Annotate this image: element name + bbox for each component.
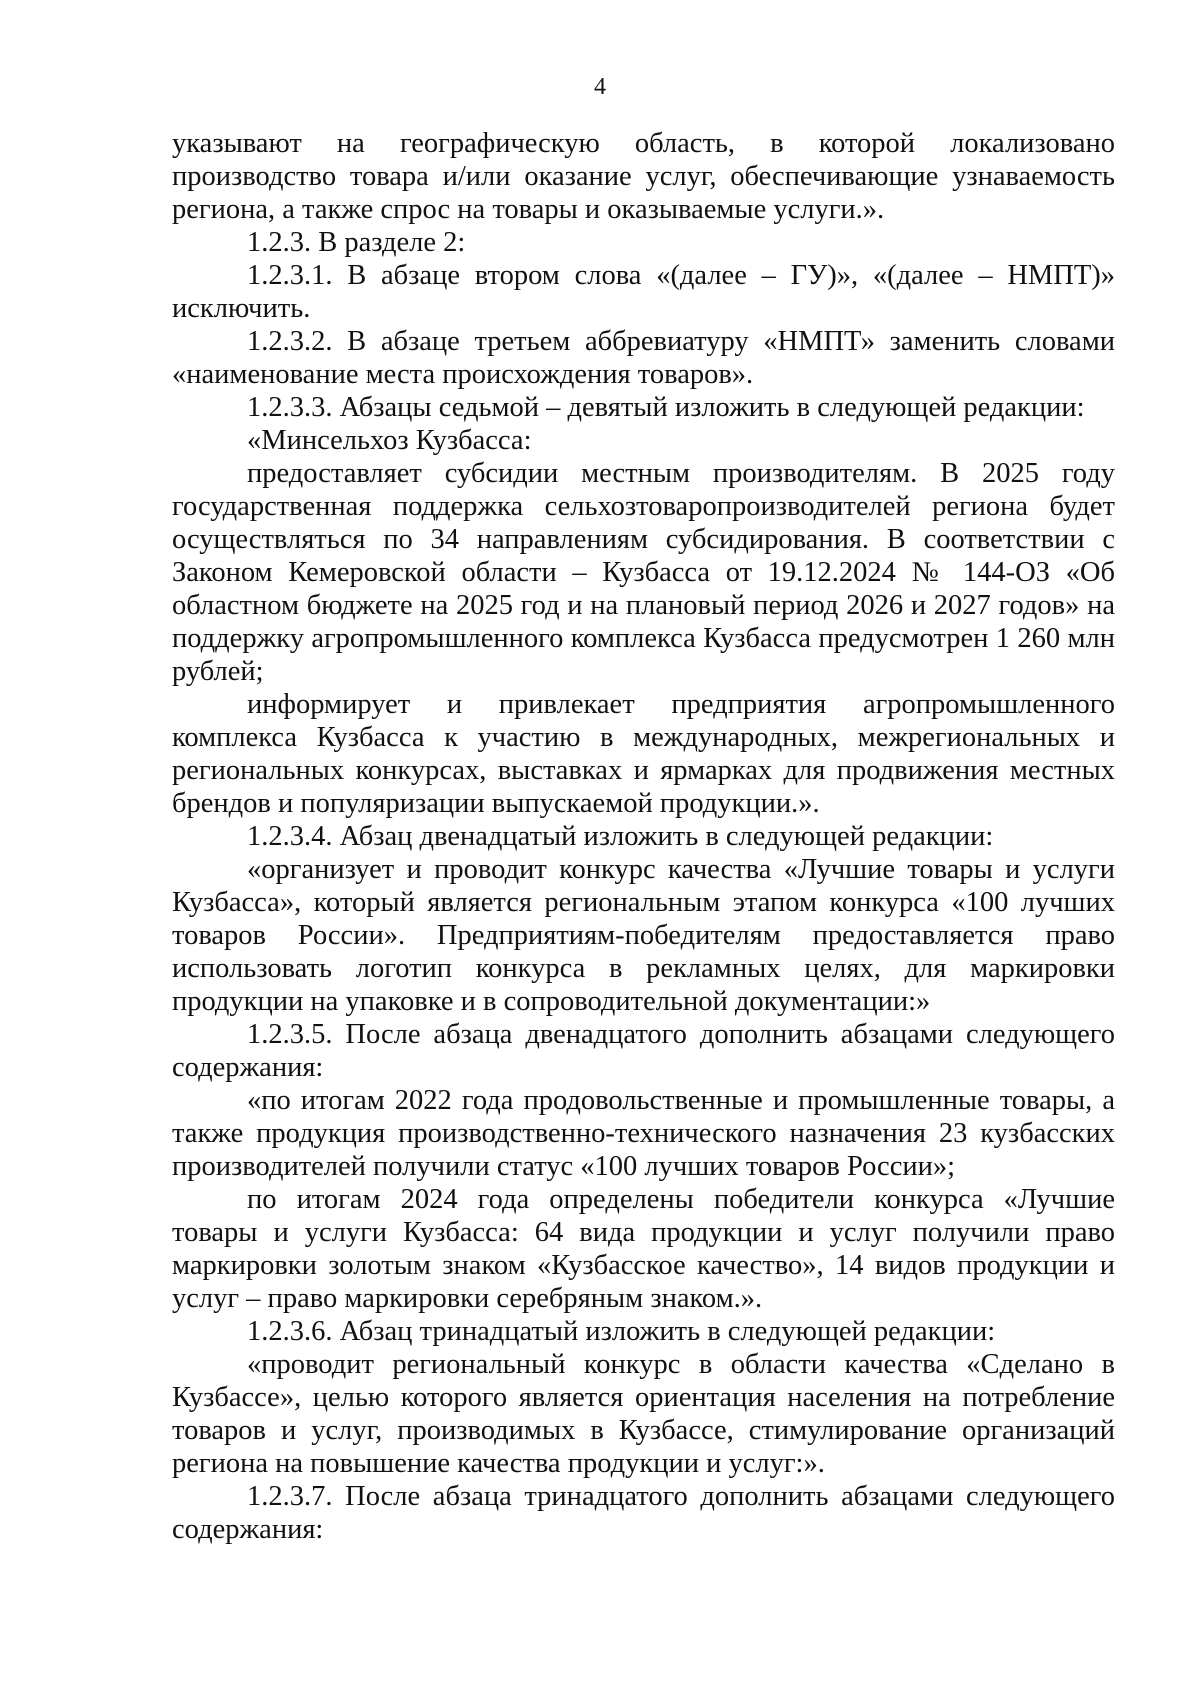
paragraph: 1.2.3.6. Абзац тринадцатый изложить в следующей редакции: (247, 1316, 996, 1347)
paragraph: 1.2.3.2. В абзаце третьем аббревиатуру «НМПТ» заменить словами «наименование места происхождения товаров». (172, 326, 1115, 390)
paragraph: 1.2.3.7. После абзаца тринадцатого дополнить абзацами следующего содержания: (172, 1481, 1115, 1545)
paragraph: «проводит региональный конкурс в области качества «Сделано в Кузбассе», целью которого является ориентация населения на потребление товаров и услуг, производимых в Кузбассе, стимулирование организаций региона на повышение качества продукции и услуг:». (172, 1349, 1115, 1479)
page-number: 4 (594, 74, 606, 100)
document-body (172, 127, 1115, 1546)
paragraph: «Минсельхоз Кузбасса: (247, 425, 532, 456)
paragraph: информирует и привлекает предприятия агропромышленного комплекса Кузбасса к участию в международных, межрегиональных и региональных конкурсах, выставках и ярмарках для продвижения местных брендов и популяризации выпускаемой продукции.». (172, 689, 1115, 819)
paragraph: 1.2.3. В разделе 2: (247, 227, 466, 258)
paragraph: «по итогам 2022 года продовольственные и промышленные товары, а также продукция производственно-технического назначения 23 кузбасских производителей получили статус «100 лучших товаров России»; (172, 1085, 1115, 1182)
paragraph: 1.2.3.3. Абзацы седьмой – девятый изложить в следующей редакции: (247, 392, 1085, 423)
paragraph: 1.2.3.1. В абзаце втором слова «(далее – ГУ)», «(далее – НМПТ)» исключить. (172, 260, 1115, 324)
paragraph: 1.2.3.5. После абзаца двенадцатого дополнить абзацами следующего содержания: (172, 1019, 1115, 1083)
paragraph: по итогам 2024 года определены победители конкурса «Лучшие товары и услуги Кузбасса: 64 вида продукции и услуг получили право маркировки золотым знаком «Кузбасское качество», 14 видов продукции и услуг – право маркировки серебряным знаком.». (172, 1184, 1115, 1314)
paragraph: указывают на географическую область, в которой локализовано производство товара и/или оказание услуг, обеспечивающие узнаваемость региона, а также спрос на товары и оказываемые услуги.». (172, 128, 1115, 225)
paragraph: «организует и проводит конкурс качества «Лучшие товары и услуги Кузбасса», который является региональным этапом конкурса «100 лучших товаров России». Предприятиям-победителям предоставляется право использовать логотип конкурса в рекламных целях, для маркировки продукции на упаковке и в сопроводительной документации:» (172, 854, 1115, 1017)
paragraph: 1.2.3.4. Абзац двенадцатый изложить в следующей редакции: (247, 821, 994, 852)
paragraph: предоставляет субсидии местным производителям. В 2025 году государственная поддержка сельхозтоваропроизводителей региона будет осуществляться по 34 направлениям субсидирования. В соответствии с Законом Кемеровской области – Кузбасса от 19.12.2024 № 144-ОЗ «Об областном бюджете на 2025 год и на плановый период 2026 и 2027 годов» на поддержку агропромышленного комплекса Кузбасса предусмотрен 1 260 млн рублей; (172, 458, 1115, 687)
